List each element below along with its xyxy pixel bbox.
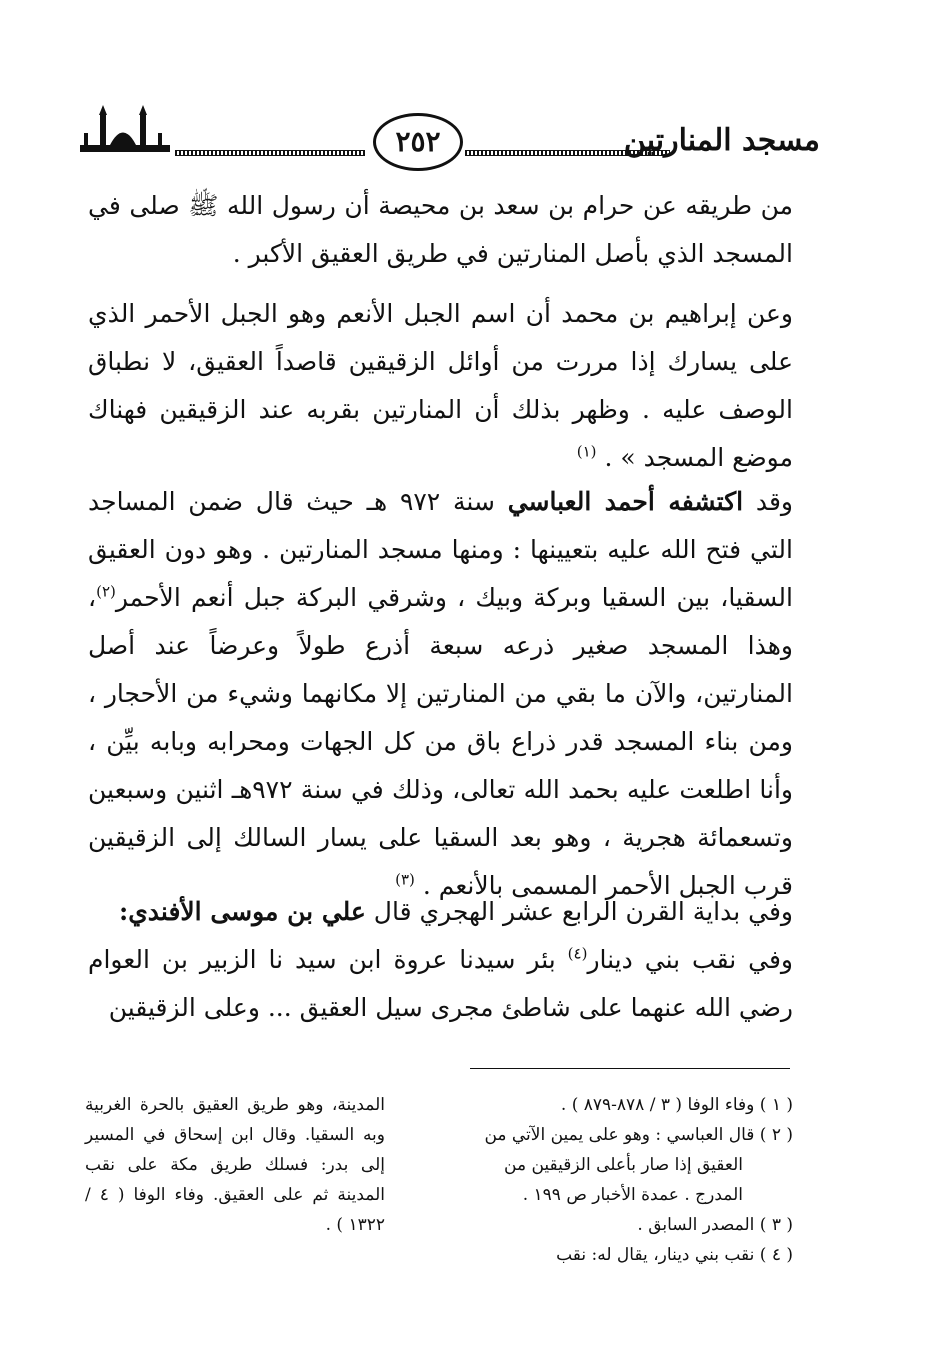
footnote-1: ( ١ ) وفاء الوفا ( ٣ / ٨٧٨-٨٧٩ ) . (560, 1095, 793, 1115)
footnote-ref-3: (٣) (395, 870, 415, 889)
paragraph-2 (88, 290, 793, 482)
footnote-continuation: المدينة، وهو طريق العقيق بالحرة الغربية وبه السقيا. وقال ابن إسحاق في المسير إلى بدر: فسلك طريق مكة على نقب المدينة ثم على العقيق. وفاء الوفا ( ٤ / ١٣٢٢ ) . (85, 1095, 385, 1235)
footnote-ref-4: (٤) (567, 944, 588, 963)
page-title: مسجد المنارتين (623, 123, 820, 158)
paragraph-4 (88, 888, 793, 1032)
footnote-divider (470, 1068, 790, 1069)
paragraph-3-text-b: ، وهذا المسجد صغير ذرعه سبعة أذرع طولاً وعرضاً عند أصل المنارتين، والآن ما بقي من المنارتين إلا مكانهما وشيء من الأحجار ، ومن بناء المسجد قدر ذراع باق من كل الجهات ومحرابه وبابه بيِّن ، وأنا اطلعت عليه بحمد الله تعالى، وذلك في سنة ٩٧٢هـ اثنين وسبعين وتسعمائة هجرية ، وهو بعد السقيا على يسار السالك إلى الزقيقين قرب الجبل الأحمر المسمى بالأنعم . (88, 583, 793, 900)
author-name-afandi: علي بن موسى الأفندي: (119, 897, 366, 926)
mosque-icon (80, 105, 170, 165)
paragraph-4-intro: وفي بداية القرن الرابع عشر الهجري قال (365, 897, 793, 926)
footnote-3: ( ٣ ) المصدر السابق . (637, 1215, 793, 1235)
paragraph-3-text-a: سنة ٩٧٢ هـ حيث قال ضمن المساجد التي فتح الله عليه بتعيينها : ومنها مسجد المنارتين . وهو دون العقيق السقيا، بين السقيا وبركة وبيك ، وشرقي البركة جبل أنعم الأحمر (88, 487, 793, 612)
footnote-4: ( ٤ ) نقب بني دينار، يقال له: نقب (556, 1245, 793, 1265)
paragraph-2-text: وعن إبراهيم بن محمد أن اسم الجبل الأنعم وهو الجبل الأحمر الذي على يسارك إذا مررت من أوائل الزقيقين قاصداً العقيق، لا نطباق الوصف عليه . وظهر بذلك أن المنارتين بقربه عند الزقيقين فهناك موضع المسجد » . (88, 299, 793, 472)
paragraph-3 (88, 478, 793, 910)
page-header (80, 105, 820, 175)
author-name-abbasi: اكتشفه أحمد العباسي (507, 487, 744, 516)
paragraph-4-text-a: وفي نقب بني دينار (587, 945, 793, 974)
page-number: ٢٥٢ (373, 113, 463, 171)
footnote-2: ( ٢ ) قال العباسي : وهو على يمين الآتي من العقيق إذا صار بأعلى الزقيقين من المدرج . عمدة الأخبار ص ١٩٩ . (484, 1125, 793, 1205)
footnote-ref-2: (٢) (96, 582, 116, 601)
paragraph-1 (88, 182, 793, 278)
paragraph-3-intro: وقد (743, 487, 794, 516)
paragraph-4-text-b: بئر سيدنا عروة ابن سيد نا الزبير بن العوام رضي الله عنهما على شاطئ مجرى سيل العقيق ... وعلى الزقيقين (88, 945, 793, 1022)
header-rule-left (175, 150, 365, 156)
paragraph-1-text: من طريقه عن حرام بن سعد بن محيصة أن رسول الله ﷺ صلى في المسجد الذي بأصل المنارتين في طريق العقيق الأكبر . (88, 191, 793, 268)
footnote-ref-1: (١) (576, 442, 597, 461)
footnotes (468, 1090, 793, 1270)
